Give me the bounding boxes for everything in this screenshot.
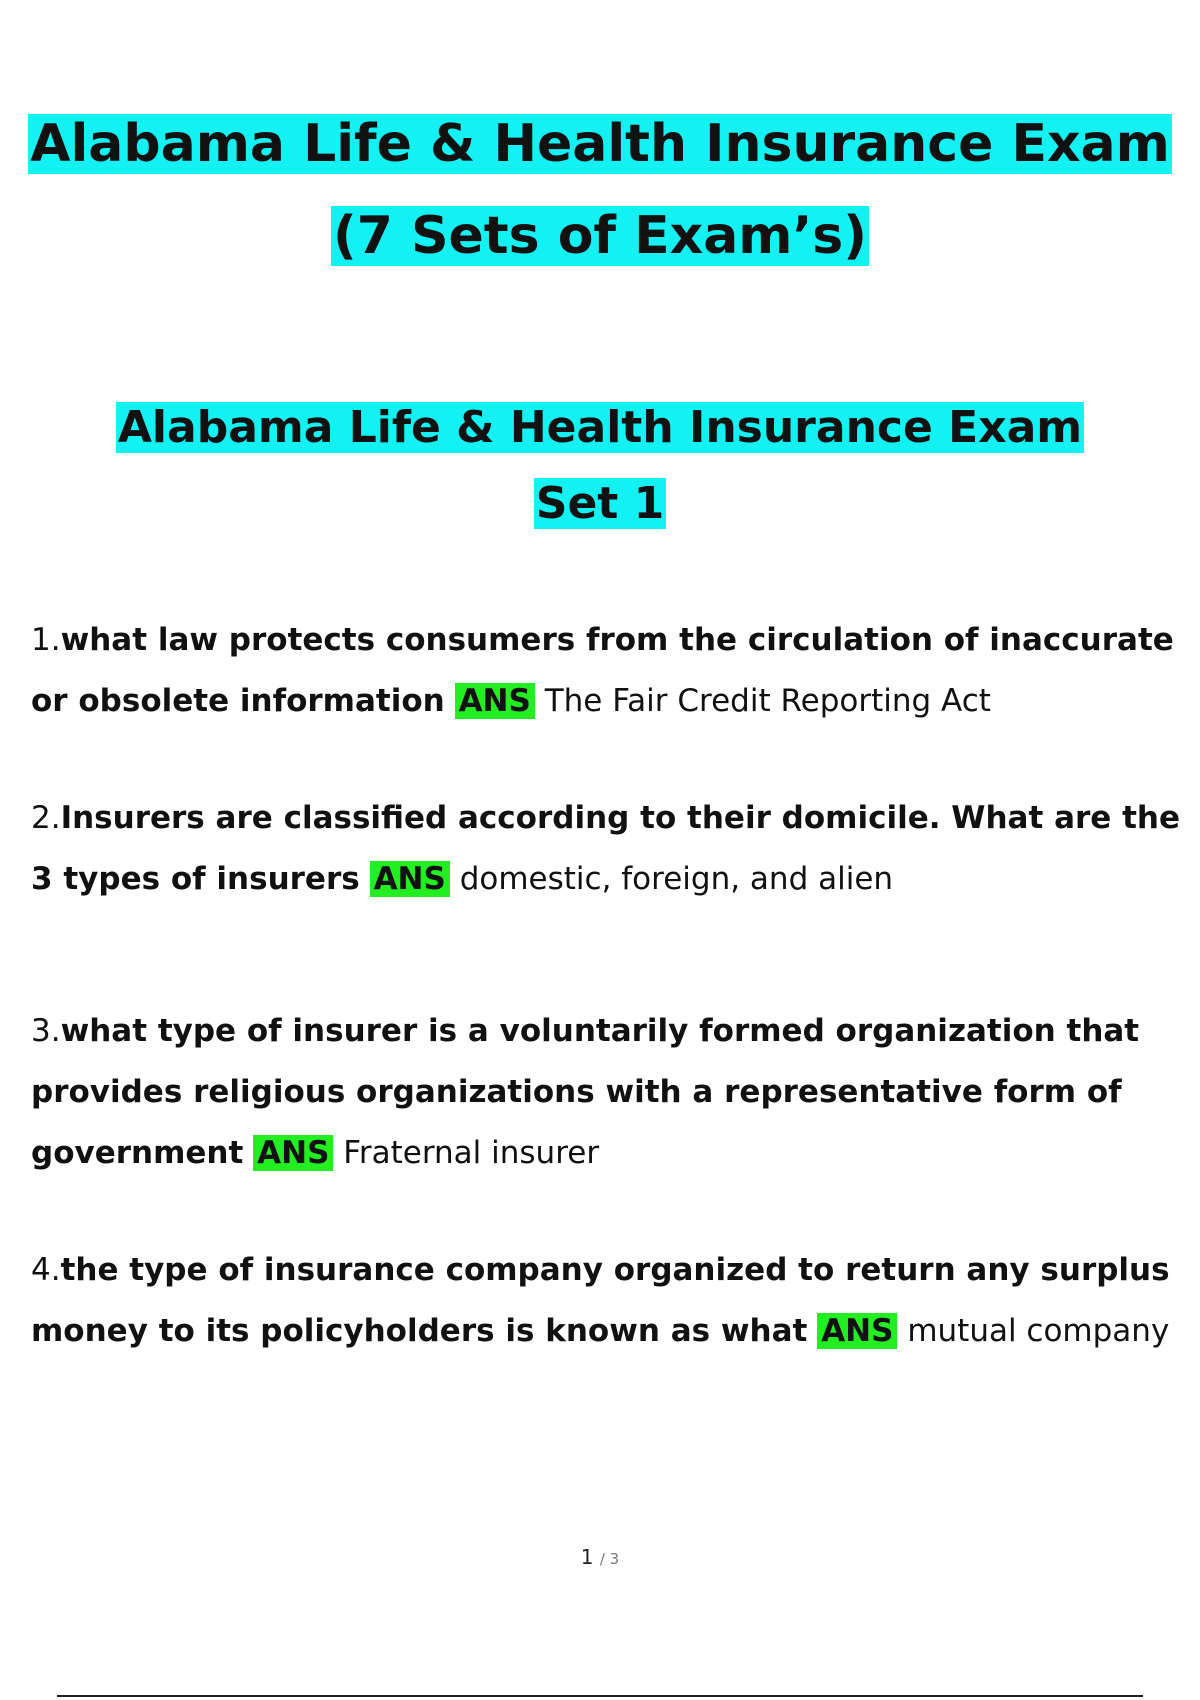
question-4 [31,1240,1200,1362]
main-title [0,98,1200,282]
answer-text: Fraternal insurer [343,1135,600,1171]
main-title-line-2: (7 Sets of Exam’s) [333,206,867,266]
answer-text: mutual company [907,1313,1170,1349]
answer-text: domestic, foreign, and alien [459,861,894,897]
set-title [0,390,1200,542]
question-number: 4. [31,1252,61,1288]
question-number: 2. [31,800,61,836]
page-number [0,1545,1200,1569]
page-number-current: 1 [580,1545,594,1569]
answer-label: ANS [455,683,535,719]
footer-divider [57,1695,1143,1697]
answer-label: ANS [817,1313,897,1349]
main-title-line-1: Alabama Life & Health Insurance Exam [30,114,1170,174]
question-text: what type of insurer is a voluntarily formed organization that provides religious organizations with a representative form of government [31,1013,1140,1171]
question-1 [31,610,1200,732]
question-number: 3. [31,1013,61,1049]
set-title-line-2: Set 1 [535,478,665,529]
question-text: the type of insurance company organized to return any surplus money to its policyholders is known as what [31,1252,1170,1349]
question-text: what law protects consumers from the circulation of inaccurate or obsolete information [31,622,1174,719]
answer-label: ANS [253,1135,333,1171]
answer-label: ANS [370,861,450,897]
question-number: 1. [31,622,61,658]
question-text: Insurers are classified according to their domicile. What are the 3 types of insurers [31,800,1181,897]
set-title-line-1: Alabama Life & Health Insurance Exam [117,402,1083,453]
question-3 [31,1001,1200,1184]
question-2 [31,788,1200,910]
page-number-total: / 3 [599,1550,620,1568]
answer-text: The Fair Credit Reporting Act [544,683,991,719]
